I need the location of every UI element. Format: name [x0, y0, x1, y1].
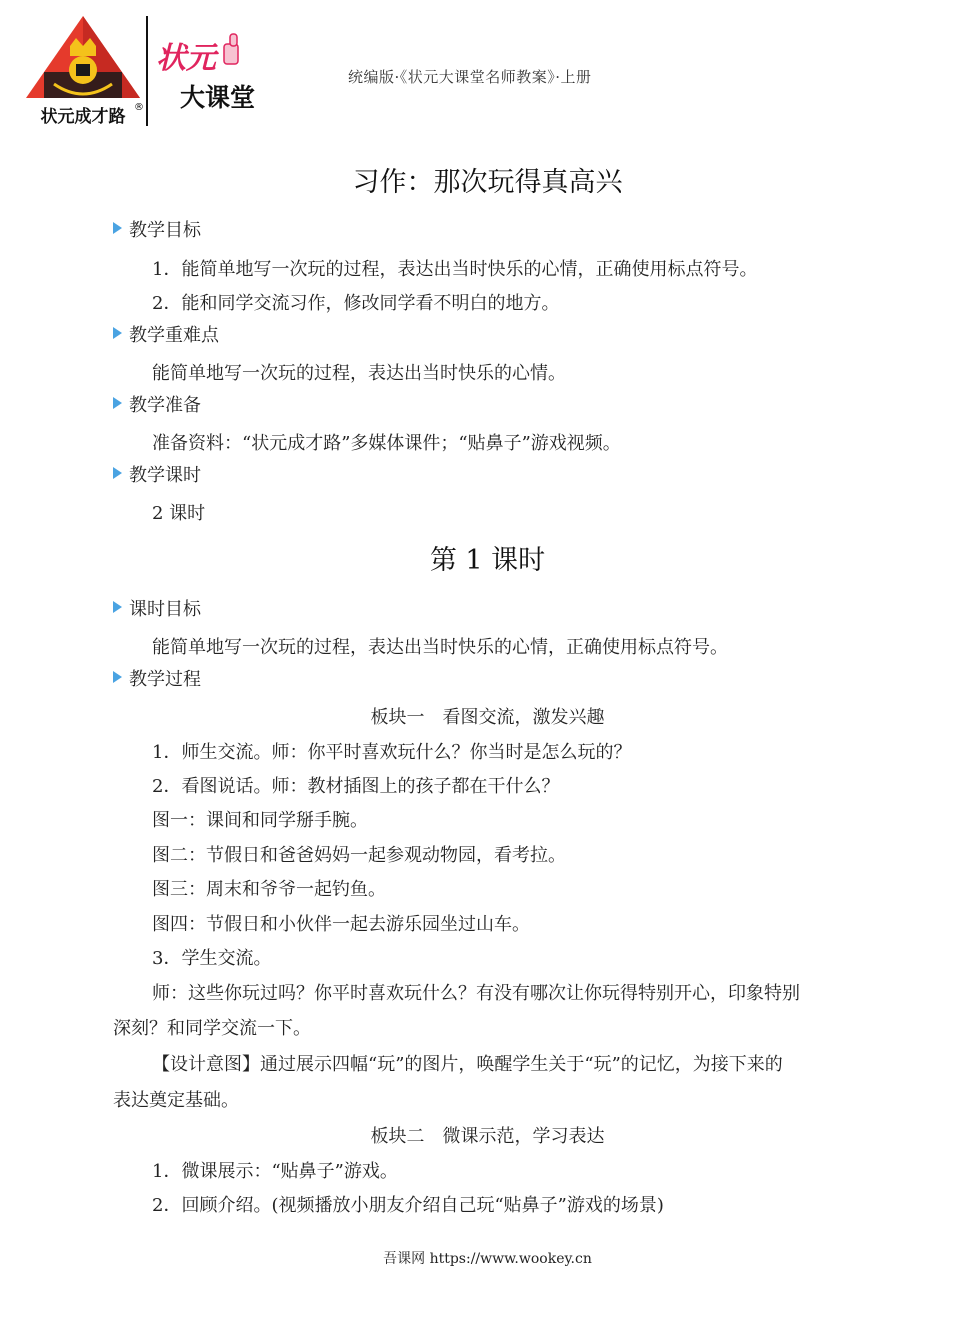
- lesson-goal-text: 能简单地写一次玩的过程，表达出当时快乐的心情，正确使用标点符号。: [152, 637, 728, 658]
- key-points-text: 能简单地写一次玩的过程，表达出当时快乐的心情。: [152, 363, 566, 384]
- page-header: [0, 0, 950, 140]
- process-line: 图一：课间和同学掰手腕。: [152, 810, 368, 831]
- process-line: 图四：节假日和小伙伴一起去游乐园坐过山车。: [152, 914, 530, 935]
- brand-line1: 状元: [156, 41, 216, 76]
- triangle-bullet-icon: [113, 397, 122, 409]
- section-heading-goals: [113, 216, 201, 242]
- brand-logo: [152, 30, 272, 120]
- section-heading-preparation: [113, 391, 201, 417]
- triangle-bullet-icon: [113, 467, 122, 479]
- process-line: 图三：周末和爷爷一起钓鱼。: [152, 879, 386, 900]
- preparation-text: 准备资料：“状元成才路”多媒体课件；“贴鼻子”游戏视频。: [152, 433, 621, 454]
- section-heading-text: 教学课时: [129, 465, 201, 486]
- hours-text: 2 课时: [152, 503, 206, 524]
- triangle-bullet-icon: [113, 222, 122, 234]
- process-line: 1．微课展示：“贴鼻子”游戏。: [152, 1161, 398, 1182]
- thumbs-up-icon: [224, 34, 238, 64]
- section-heading-text: 课时目标: [129, 599, 201, 620]
- section-heading-text: 教学准备: [129, 395, 201, 416]
- goal-item: 1．能简单地写一次玩的过程，表达出当时快乐的心情，正确使用标点符号。: [152, 259, 758, 280]
- teacher-question-line2: 深刻？和同学交流一下。: [113, 1018, 311, 1039]
- section-heading-hours: [113, 461, 201, 487]
- registered-mark: ®: [134, 102, 144, 113]
- section-heading-process: [113, 665, 201, 691]
- design-intent-line2: 表达奠定基础。: [113, 1090, 239, 1111]
- block1-title: 板块一 看图交流，激发兴趣: [370, 707, 605, 728]
- process-line: 2．看图说话。师：教材插图上的孩子都在干什么？: [152, 776, 560, 797]
- process-line: 1．师生交流。师：你平时喜欢玩什么？你当时是怎么玩的？: [152, 742, 632, 763]
- triangle-bullet-icon: [113, 327, 122, 339]
- section-heading-lesson-goal: [113, 595, 201, 621]
- book-title: 统编版·《状元大课堂名师教案》·上册: [348, 68, 592, 86]
- logo-text: 状元成才路: [40, 107, 126, 127]
- goal-item: 2．能和同学交流习作，修改同学看不明白的地方。: [152, 293, 560, 314]
- section-heading-text: 教学过程: [129, 669, 201, 690]
- lesson-title: 第 1 课时: [429, 545, 546, 576]
- teacher-question-line1: 师：这些你玩过吗？你平时喜欢玩什么？有没有哪次让你玩得特别开心，印象特别: [152, 983, 800, 1004]
- logo-emblem-icon: [24, 14, 142, 128]
- section-heading-text: 教学目标: [129, 220, 201, 241]
- process-line: 2．回顾介绍。(视频播放小朋友介绍自己玩“贴鼻子”游戏的场景): [152, 1195, 664, 1216]
- design-intent-line1: 【设计意图】通过展示四幅“玩”的图片，唤醒学生关于“玩”的记忆，为接下来的: [152, 1054, 783, 1075]
- brand-line2: 大课堂: [180, 83, 256, 112]
- section-heading-key-points: [113, 321, 219, 347]
- triangle-bullet-icon: [113, 671, 122, 683]
- block2-title: 板块二 微课示范，学习表达: [370, 1126, 605, 1147]
- section-heading-text: 教学重难点: [129, 325, 219, 346]
- process-line: 图二：节假日和爸爸妈妈一起参观动物园，看考拉。: [152, 845, 566, 866]
- process-line: 3．学生交流。: [152, 948, 272, 969]
- page-title: 习作：那次玩得真高兴: [352, 167, 623, 198]
- header-divider: [146, 16, 148, 126]
- triangle-bullet-icon: [113, 601, 122, 613]
- page-footer: 吾课网 https://www.wookey.cn: [383, 1251, 592, 1267]
